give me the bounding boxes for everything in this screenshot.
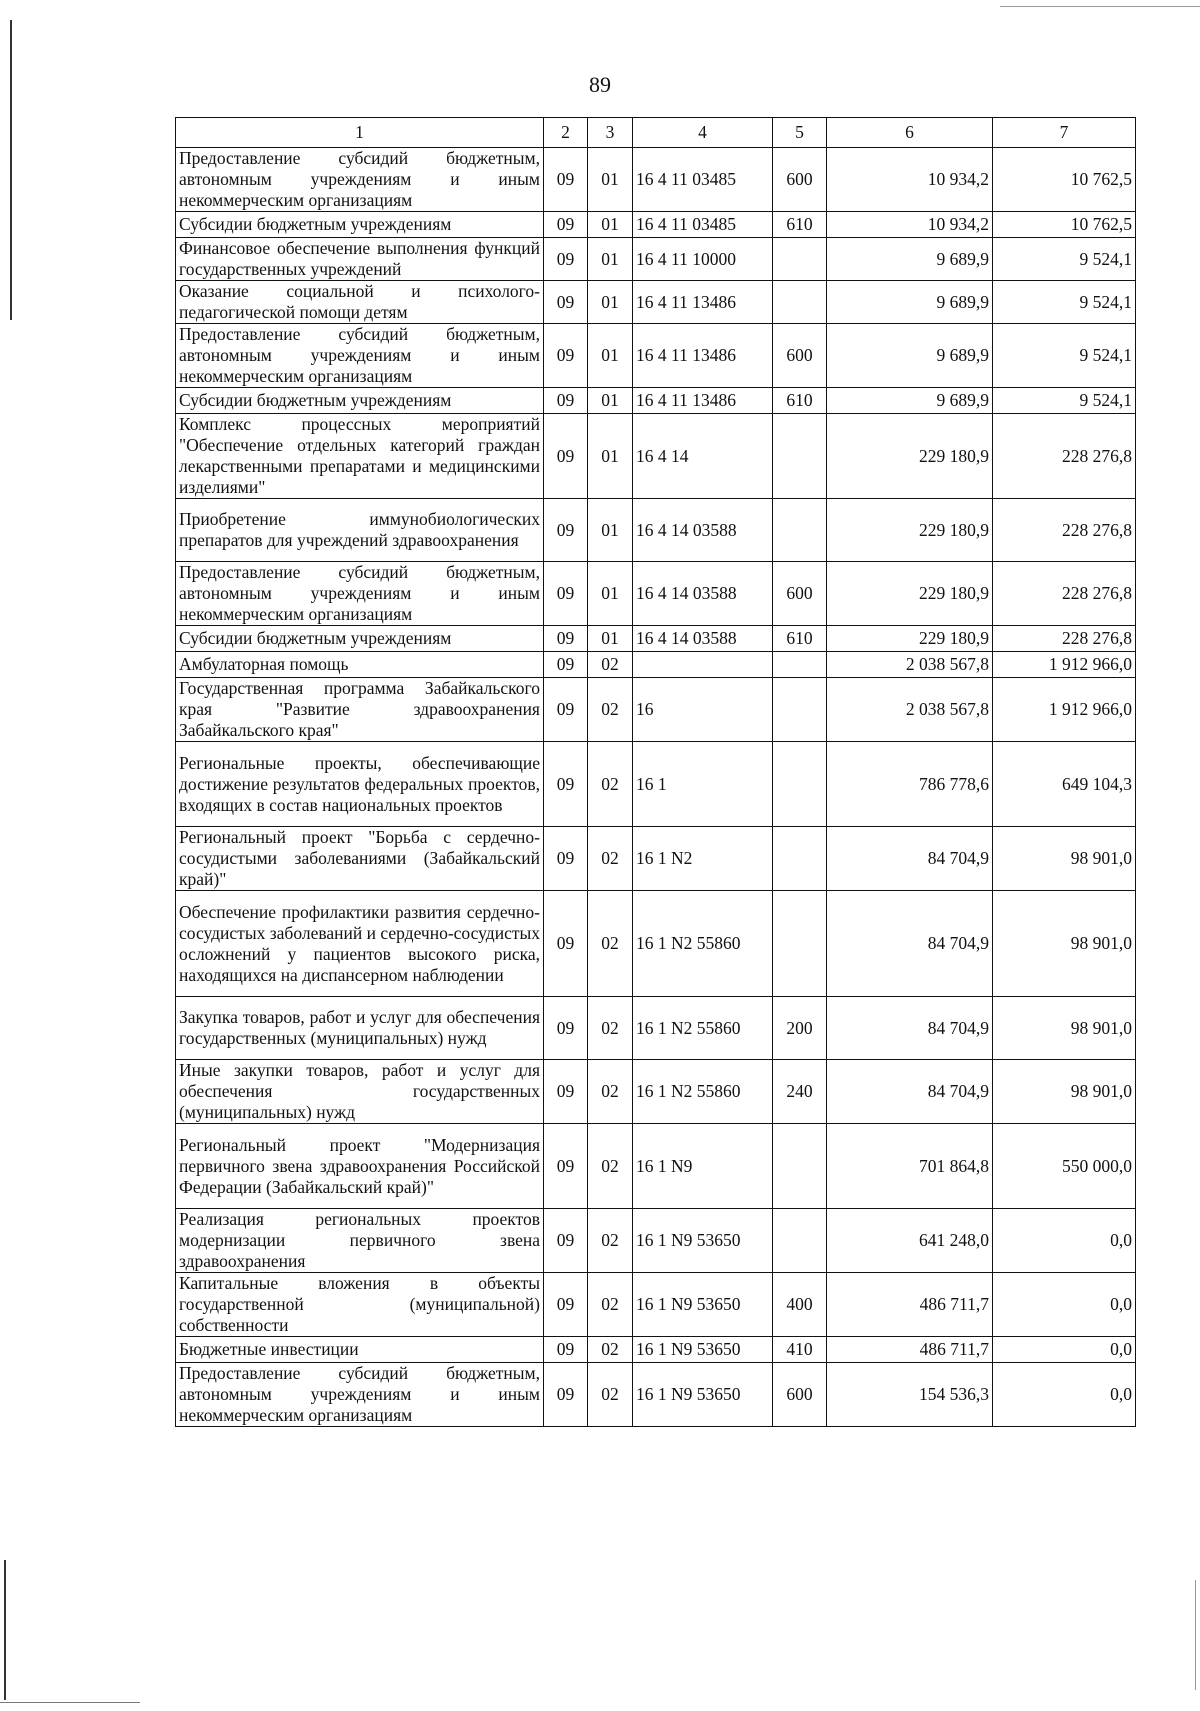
row-expense-type: 200: [773, 997, 827, 1060]
table-row: [176, 626, 1136, 652]
row-subsection: 02: [588, 742, 633, 827]
row-name: Комплекс процессных мероприятий "Обеспечение отдельных категорий граждан лекарственными препаратами и медицинскими изделиями": [176, 414, 544, 499]
table-row: [176, 238, 1136, 281]
row-subsection: 02: [588, 1124, 633, 1209]
row-amount-7: 98 901,0: [993, 891, 1136, 997]
row-section: 09: [544, 1124, 588, 1209]
scan-edge-right: [1195, 1580, 1196, 1690]
row-name: Приобретение иммунобиологических препаратов для учреждений здравоохранения: [176, 499, 544, 562]
row-expense-type: 610: [773, 388, 827, 414]
row-expense-type: 400: [773, 1273, 827, 1337]
row-subsection: 02: [588, 1363, 633, 1427]
table-row: [176, 148, 1136, 212]
row-amount-7: 649 104,3: [993, 742, 1136, 827]
row-expense-type: [773, 827, 827, 891]
row-amount-7: 1 912 966,0: [993, 678, 1136, 742]
row-subsection: 01: [588, 281, 633, 324]
row-amount-7: 9 524,1: [993, 281, 1136, 324]
table-row: [176, 827, 1136, 891]
row-target-code: 16 4 14: [633, 414, 773, 499]
row-subsection: 02: [588, 1273, 633, 1337]
row-subsection: 01: [588, 388, 633, 414]
table-row: [176, 997, 1136, 1060]
table-row: [176, 1209, 1136, 1273]
row-section: 09: [544, 562, 588, 626]
row-subsection: 01: [588, 626, 633, 652]
row-name: Бюджетные инвестиции: [176, 1337, 544, 1363]
row-target-code: 16 4 11 03485: [633, 148, 773, 212]
row-expense-type: [773, 652, 827, 678]
row-name: Предоставление субсидий бюджетным, автономным учреждениям и иным некоммерческим организациям: [176, 324, 544, 388]
header-cell-6: 6: [827, 118, 993, 148]
row-expense-type: 240: [773, 1060, 827, 1124]
row-expense-type: [773, 891, 827, 997]
row-amount-6: 9 689,9: [827, 324, 993, 388]
row-amount-7: 10 762,5: [993, 148, 1136, 212]
row-amount-7: 1 912 966,0: [993, 652, 1136, 678]
row-amount-7: 10 762,5: [993, 212, 1136, 238]
row-amount-6: 641 248,0: [827, 1209, 993, 1273]
row-subsection: 02: [588, 1209, 633, 1273]
row-subsection: 02: [588, 997, 633, 1060]
row-section: 09: [544, 678, 588, 742]
row-target-code: 16 1 N2 55860: [633, 997, 773, 1060]
row-expense-type: [773, 1124, 827, 1209]
table-row: [176, 414, 1136, 499]
row-target-code: 16 4 11 13486: [633, 388, 773, 414]
row-amount-6: 84 704,9: [827, 827, 993, 891]
row-amount-7: 9 524,1: [993, 238, 1136, 281]
row-amount-6: 10 934,2: [827, 212, 993, 238]
row-target-code: 16 4 11 13486: [633, 281, 773, 324]
row-target-code: 16 1 N9 53650: [633, 1337, 773, 1363]
row-amount-6: 9 689,9: [827, 281, 993, 324]
header-cell-5: 5: [773, 118, 827, 148]
row-amount-6: 9 689,9: [827, 238, 993, 281]
row-amount-6: 786 778,6: [827, 742, 993, 827]
table-row: [176, 1124, 1136, 1209]
row-amount-7: 9 524,1: [993, 388, 1136, 414]
row-expense-type: 600: [773, 1363, 827, 1427]
row-expense-type: [773, 1209, 827, 1273]
scan-edge-left-lower: [4, 1560, 6, 1700]
table-row: [176, 1060, 1136, 1124]
row-amount-6: 229 180,9: [827, 414, 993, 499]
row-expense-type: 600: [773, 562, 827, 626]
row-target-code: 16 4 11 13486: [633, 324, 773, 388]
row-target-code: 16 4 14 03588: [633, 626, 773, 652]
row-section: 09: [544, 499, 588, 562]
row-amount-7: 228 276,8: [993, 626, 1136, 652]
row-section: 09: [544, 652, 588, 678]
table-row: [176, 652, 1136, 678]
row-section: 09: [544, 1337, 588, 1363]
row-amount-6: 229 180,9: [827, 626, 993, 652]
row-subsection: 02: [588, 1337, 633, 1363]
budget-table: [175, 117, 1136, 1427]
row-amount-7: 228 276,8: [993, 499, 1136, 562]
row-section: 09: [544, 1209, 588, 1273]
row-section: 09: [544, 388, 588, 414]
row-section: 09: [544, 414, 588, 499]
header-cell-3: 3: [588, 118, 633, 148]
row-amount-6: 154 536,3: [827, 1363, 993, 1427]
row-subsection: 01: [588, 499, 633, 562]
table-row: [176, 742, 1136, 827]
row-name: Оказание социальной и психолого-педагогической помощи детям: [176, 281, 544, 324]
row-amount-6: 9 689,9: [827, 388, 993, 414]
row-subsection: 01: [588, 324, 633, 388]
row-name: Предоставление субсидий бюджетным, автономным учреждениям и иным некоммерческим организациям: [176, 148, 544, 212]
table-row: [176, 562, 1136, 626]
row-section: 09: [544, 281, 588, 324]
row-amount-6: 84 704,9: [827, 1060, 993, 1124]
row-expense-type: 600: [773, 324, 827, 388]
row-target-code: 16 1 N2 55860: [633, 891, 773, 997]
row-subsection: 02: [588, 891, 633, 997]
row-amount-7: 0,0: [993, 1337, 1136, 1363]
row-amount-6: 701 864,8: [827, 1124, 993, 1209]
row-amount-6: 229 180,9: [827, 499, 993, 562]
row-expense-type: [773, 238, 827, 281]
row-target-code: 16 1 N2 55860: [633, 1060, 773, 1124]
row-expense-type: 610: [773, 626, 827, 652]
row-target-code: 16 4 11 03485: [633, 212, 773, 238]
row-name: Амбулаторная помощь: [176, 652, 544, 678]
row-target-code: 16 4 14 03588: [633, 562, 773, 626]
table-row: [176, 678, 1136, 742]
row-amount-6: 10 934,2: [827, 148, 993, 212]
row-name: Государственная программа Забайкальского края "Развитие здравоохранения Забайкальского края": [176, 678, 544, 742]
table-row: [176, 1363, 1136, 1427]
row-section: 09: [544, 1273, 588, 1337]
row-name: Региональный проект "Борьба с сердечно-сосудистыми заболеваниями (Забайкальский край)": [176, 827, 544, 891]
row-subsection: 01: [588, 212, 633, 238]
header-cell-1: 1: [176, 118, 544, 148]
row-name: Закупка товаров, работ и услуг для обеспечения государственных (муниципальных) нужд: [176, 997, 544, 1060]
table-row: [176, 1273, 1136, 1337]
row-name: Региональные проекты, обеспечивающие достижение результатов федеральных проектов, входящих в состав национальных проектов: [176, 742, 544, 827]
table-row: [176, 499, 1136, 562]
row-amount-6: 2 038 567,8: [827, 652, 993, 678]
row-section: 09: [544, 997, 588, 1060]
row-expense-type: [773, 742, 827, 827]
row-amount-7: 98 901,0: [993, 1060, 1136, 1124]
row-section: 09: [544, 324, 588, 388]
row-amount-7: 550 000,0: [993, 1124, 1136, 1209]
row-target-code: 16 1 N9 53650: [633, 1209, 773, 1273]
row-expense-type: 410: [773, 1337, 827, 1363]
row-target-code: 16 1 N9 53650: [633, 1363, 773, 1427]
row-subsection: 02: [588, 1060, 633, 1124]
row-amount-7: 9 524,1: [993, 324, 1136, 388]
row-target-code: 16 1 N9: [633, 1124, 773, 1209]
row-section: 09: [544, 148, 588, 212]
row-expense-type: 610: [773, 212, 827, 238]
row-name: Обеспечение профилактики развития сердечно-сосудистых заболеваний и сердечно-сосудистых осложнений у пациентов высокого риска, находящихся на диспансерном наблюдении: [176, 891, 544, 997]
row-target-code: 16 1 N2: [633, 827, 773, 891]
row-target-code: 16 4 14 03588: [633, 499, 773, 562]
row-amount-7: 0,0: [993, 1273, 1136, 1337]
table-body: [176, 148, 1136, 1427]
row-amount-6: 229 180,9: [827, 562, 993, 626]
row-target-code: 16: [633, 678, 773, 742]
row-section: 09: [544, 1060, 588, 1124]
row-section: 09: [544, 212, 588, 238]
scan-edge-left: [10, 20, 12, 320]
row-amount-6: 84 704,9: [827, 997, 993, 1060]
row-subsection: 02: [588, 678, 633, 742]
row-target-code: [633, 652, 773, 678]
row-subsection: 02: [588, 652, 633, 678]
row-amount-7: 228 276,8: [993, 562, 1136, 626]
row-name: Предоставление субсидий бюджетным, автономным учреждениям и иным некоммерческим организациям: [176, 1363, 544, 1427]
table-row: [176, 891, 1136, 997]
row-subsection: 01: [588, 562, 633, 626]
row-section: 09: [544, 626, 588, 652]
row-target-code: 16 4 11 10000: [633, 238, 773, 281]
table-row: [176, 1337, 1136, 1363]
row-expense-type: [773, 414, 827, 499]
row-subsection: 01: [588, 238, 633, 281]
row-section: 09: [544, 238, 588, 281]
header-cell-7: 7: [993, 118, 1136, 148]
row-amount-6: 84 704,9: [827, 891, 993, 997]
row-amount-7: 98 901,0: [993, 997, 1136, 1060]
row-target-code: 16 1 N9 53650: [633, 1273, 773, 1337]
row-section: 09: [544, 827, 588, 891]
row-subsection: 02: [588, 827, 633, 891]
row-subsection: 01: [588, 414, 633, 499]
table-row: [176, 281, 1136, 324]
row-name: Иные закупки товаров, работ и услуг для обеспечения государственных (муниципальных) нужд: [176, 1060, 544, 1124]
scan-edge-top: [1000, 6, 1200, 7]
scan-edge-bottom: [0, 1702, 140, 1703]
row-amount-7: 0,0: [993, 1209, 1136, 1273]
row-expense-type: [773, 281, 827, 324]
row-amount-6: 2 038 567,8: [827, 678, 993, 742]
row-target-code: 16 1: [633, 742, 773, 827]
header-cell-4: 4: [633, 118, 773, 148]
row-amount-6: 486 711,7: [827, 1337, 993, 1363]
row-section: 09: [544, 1363, 588, 1427]
row-subsection: 01: [588, 148, 633, 212]
row-amount-7: 0,0: [993, 1363, 1136, 1427]
table-row: [176, 388, 1136, 414]
row-section: 09: [544, 891, 588, 997]
header-row: [176, 118, 1136, 148]
row-amount-6: 486 711,7: [827, 1273, 993, 1337]
row-name: Финансовое обеспечение выполнения функций государственных учреждений: [176, 238, 544, 281]
row-name: Субсидии бюджетным учреждениям: [176, 388, 544, 414]
row-name: Предоставление субсидий бюджетным, автономным учреждениям и иным некоммерческим организациям: [176, 562, 544, 626]
table-row: [176, 212, 1136, 238]
row-amount-7: 228 276,8: [993, 414, 1136, 499]
row-expense-type: [773, 499, 827, 562]
row-name: Капитальные вложения в объекты государственной (муниципальной) собственности: [176, 1273, 544, 1337]
table-row: [176, 324, 1136, 388]
row-name: Региональный проект "Модернизация первичного звена здравоохранения Российской Федерации (Забайкальский край)": [176, 1124, 544, 1209]
row-name: Субсидии бюджетным учреждениям: [176, 626, 544, 652]
row-name: Реализация региональных проектов модернизации первичного звена здравоохранения: [176, 1209, 544, 1273]
row-expense-type: 600: [773, 148, 827, 212]
header-cell-2: 2: [544, 118, 588, 148]
row-name: Субсидии бюджетным учреждениям: [176, 212, 544, 238]
row-expense-type: [773, 678, 827, 742]
row-amount-7: 98 901,0: [993, 827, 1136, 891]
row-section: 09: [544, 742, 588, 827]
page-number: 89: [589, 72, 611, 97]
